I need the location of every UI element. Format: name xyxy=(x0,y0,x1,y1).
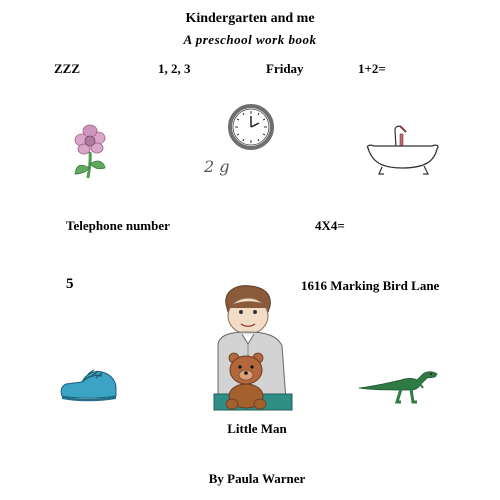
book-subtitle: A preschool work book xyxy=(183,32,317,47)
zzz-text: ZZZ xyxy=(54,61,81,76)
addition-text: 1+2= xyxy=(358,61,386,76)
handwritten-2g-text: 2 g xyxy=(204,157,230,176)
number-five-text: 5 xyxy=(66,276,74,292)
day-text: Friday xyxy=(266,61,304,76)
telephone-label: Telephone number xyxy=(66,218,170,233)
drawing-caption: Little Man xyxy=(227,421,287,436)
flower-icon xyxy=(70,122,114,180)
author-byline: By Paula Warner xyxy=(208,471,306,486)
counting-text: 1, 2, 3 xyxy=(158,61,191,76)
dinosaur-icon xyxy=(357,368,441,408)
shoe-icon xyxy=(58,366,120,402)
clock-icon xyxy=(227,103,275,151)
multiplication-text: 4X4= xyxy=(315,218,345,233)
address-text: 1616 Marking Bird Lane xyxy=(301,278,440,293)
boy-with-teddy-bear-icon xyxy=(212,282,294,414)
bathtub-icon xyxy=(362,122,442,178)
book-title: Kindergarten and me xyxy=(185,11,315,26)
